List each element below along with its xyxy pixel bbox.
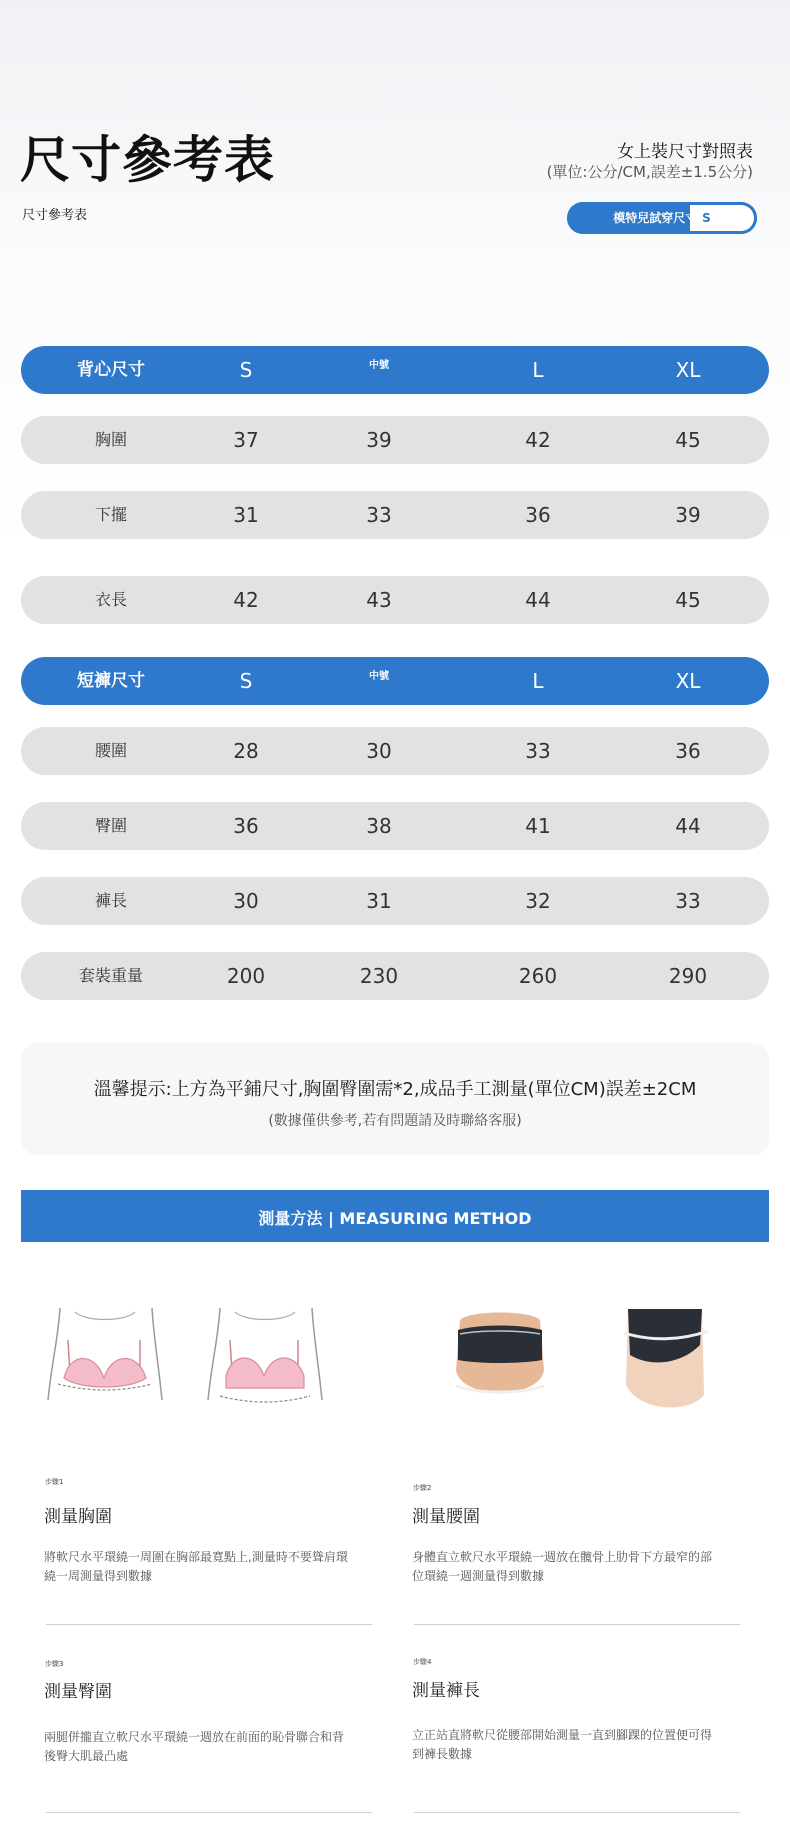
table-cell: 37 [233, 428, 259, 452]
page-subtitle: 尺寸參考表 [22, 208, 88, 223]
row-label: 衣長 [94, 590, 128, 609]
model-size-text [567, 209, 757, 226]
table-cell: 230 [359, 964, 399, 988]
table-cell: 45 [675, 428, 701, 452]
table-cell: 260 [518, 964, 558, 988]
shorts-size-header-row [21, 657, 769, 705]
bust-measure-illustration-2 [200, 1300, 330, 1420]
step-title: 測量胸圍 [44, 1507, 112, 1527]
step-description: 立正站直將軟尺從腰部開始測量一直到腳踝的位置便可得到褲長數據 [412, 1728, 713, 1761]
tip-sub-text: (數據僅供參考,若有問題請及時聯絡客服) [268, 1113, 522, 1129]
header-cell-label: 背心尺寸 [77, 360, 145, 380]
table-cell: 42 [525, 428, 551, 452]
table-cell: 30 [366, 739, 392, 763]
table-cell: 30 [233, 889, 259, 913]
row-label: 褲長 [94, 891, 128, 910]
step-tag: 步驟4 [413, 1658, 432, 1666]
divider [46, 1812, 372, 1813]
table-row [21, 952, 769, 1000]
table-cell: 28 [233, 739, 259, 763]
header-cell-size: 中號 [369, 360, 389, 371]
table-cell: 41 [525, 814, 551, 838]
table-cell: 36 [675, 739, 701, 763]
header-cell-size: 中號 [369, 671, 389, 682]
table-cell: 31 [366, 889, 392, 913]
header-cell-size: XL [675, 358, 701, 382]
table-cell: 42 [233, 588, 259, 612]
step-tag: 步驟1 [45, 1478, 64, 1486]
model-size-badge [567, 202, 757, 234]
page-title: 尺寸參考表 [20, 131, 275, 189]
divider [414, 1812, 740, 1813]
table-cell: 36 [233, 814, 259, 838]
table-cell: 38 [366, 814, 392, 838]
header-cell-size: S [239, 358, 253, 382]
header-cell-size: L [532, 358, 544, 382]
table-cell: 39 [366, 428, 392, 452]
table-cell: 39 [675, 503, 701, 527]
row-label: 胸圍 [94, 430, 128, 449]
header-cell-size: XL [675, 669, 701, 693]
divider [46, 1624, 372, 1625]
step-description: 將軟尺水平環繞一周圍在胸部最寬點上,測量時不要聳肩環繞一周測量得到數據 [44, 1550, 348, 1583]
table-row [21, 416, 769, 464]
row-label: 套裝重量 [78, 966, 144, 985]
vest-size-header-row [21, 346, 769, 394]
table-cell: 45 [675, 588, 701, 612]
bust-measure-illustration-1 [40, 1300, 170, 1420]
table-cell: 33 [525, 739, 551, 763]
model-size-label: 模特兒試穿尺寸: [613, 211, 703, 225]
table-cell: 36 [525, 503, 551, 527]
row-label: 下擺 [94, 505, 128, 524]
chart-title: 女上裝尺寸對照表 [617, 142, 753, 162]
header-cell-size: L [532, 669, 544, 693]
divider [414, 1624, 740, 1625]
step-title: 測量腰圍 [412, 1507, 480, 1527]
table-cell: 31 [233, 503, 259, 527]
measuring-method-banner [21, 1190, 769, 1242]
step-title: 測量褲長 [412, 1681, 480, 1701]
table-cell: 200 [226, 964, 266, 988]
row-label: 臀圍 [94, 816, 128, 835]
table-row [21, 576, 769, 624]
tip-box [21, 1043, 769, 1155]
table-cell: 44 [675, 814, 701, 838]
step-tag: 步驟2 [413, 1484, 432, 1492]
model-size-value: S [702, 211, 711, 225]
table-cell: 32 [525, 889, 551, 913]
table-row [21, 802, 769, 850]
header-cell-size: S [239, 669, 253, 693]
chart-unit-note: (單位:公分/CM,誤差±1.5公分) [546, 163, 753, 181]
table-cell: 33 [366, 503, 392, 527]
table-row [21, 877, 769, 925]
hip-measure-illustration [620, 1305, 710, 1415]
waist-measure-illustration [440, 1300, 560, 1420]
row-label: 腰圍 [94, 741, 128, 760]
table-cell: 44 [525, 588, 551, 612]
table-cell: 33 [675, 889, 701, 913]
header-cell-label: 短褲尺寸 [77, 671, 145, 691]
table-cell: 43 [366, 588, 392, 612]
table-row [21, 727, 769, 775]
table-cell: 290 [668, 964, 708, 988]
tip-main-text: 溫馨提示:上方為平鋪尺寸,胸圍臀圍需*2,成品手工測量(單位CM)誤差±2CM [93, 1079, 697, 1100]
table-row [21, 491, 769, 539]
measuring-method-title: 測量方法 | MEASURING METHOD [258, 1209, 532, 1228]
step-title: 測量臀圍 [44, 1682, 112, 1702]
step-description: 兩腿併攏直立軟尺水平環繞一週放在前面的恥骨聯合和背後臀大肌最凸處 [44, 1730, 345, 1763]
step-tag: 步驟3 [45, 1660, 64, 1668]
step-description: 身體直立軟尺水平環繞一週放在髖骨上肋骨下方最窄的部位環繞一週測量得到數據 [412, 1550, 713, 1583]
